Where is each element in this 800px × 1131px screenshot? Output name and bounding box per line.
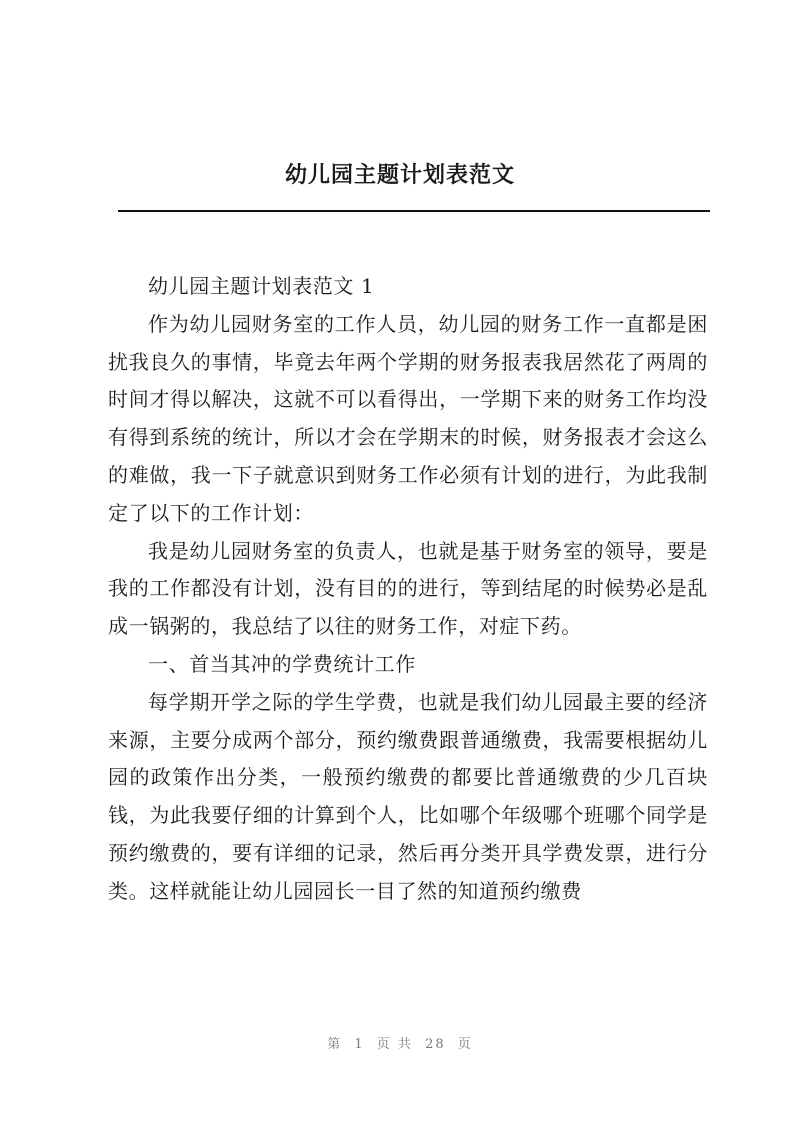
page-footer <box>0 1033 800 1052</box>
subsection-heading: 一、首当其冲的学费统计工作 <box>148 651 416 676</box>
footer-middle: 页 共 <box>376 1037 413 1052</box>
footer-total-pages: 28 <box>425 1037 446 1052</box>
document-title: 幼儿园主题计划表范文 <box>284 162 515 188</box>
section-heading: 幼儿园主题计划表范文 1 <box>148 274 375 298</box>
footer-prefix: 第 <box>327 1037 343 1052</box>
title-underline <box>118 210 710 212</box>
footer-current-page: 1 <box>354 1037 365 1052</box>
body-paragraph: 每学期开学之际的学生学费，也就是我们幼儿园最主要的经济来源，主要分成两个部分，预约缴费跟普通缴费，我需要根据幼儿园的政策作出分类，一般预约缴费的都要比普通缴费的少几百块钱，为此我要仔细的计算到个人，比如哪个年级哪个班哪个同学是预约缴费的，要有详细的记录，然后再分类开具学费发票，进行分类。这样就能让幼儿园园长一目了然的知道预约缴费 <box>108 689 708 903</box>
body-paragraph: 我是幼儿园财务室的负责人，也就是基于财务室的领导，要是我的工作都没有计划，没有目的的进行，等到结尾的时候势必是乱成一锅粥的，我总结了以往的财务工作，对症下药。 <box>108 538 708 639</box>
body-paragraph: 作为幼儿园财务室的工作人员，幼儿园的财务工作一直都是困扰我良久的事情，毕竟去年两个学期的财务报表我居然花了两周的时间才得以解决，这就不可以看得出，一学期下来的财务工作均没有得到系统的统计，所以才会在学期末的时候，财务报表才会这么的难做，我一下子就意识到财务工作必须有计划的进行，为此我制定了以下的工作计划： <box>108 311 708 525</box>
footer-suffix: 页 <box>457 1037 473 1052</box>
document-body <box>108 268 708 911</box>
